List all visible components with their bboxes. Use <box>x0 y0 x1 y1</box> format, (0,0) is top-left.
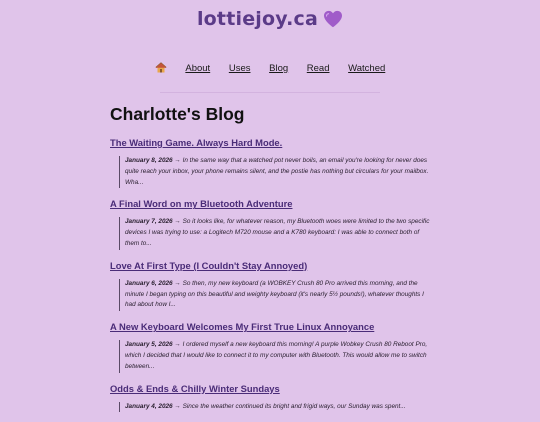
blog-main <box>110 104 430 422</box>
post-title-link[interactable]: A New Keyboard Welcomes My First True Linux Annoyance <box>110 321 375 333</box>
post-title-link[interactable]: Love At First Type (I Couldn't Stay Annoyed) <box>110 259 308 271</box>
arrow-icon: → <box>174 279 181 287</box>
post-date: January 6, 2026 <box>125 279 173 287</box>
post-excerpt-text: Since the weather continued its bright and frigid ways, our Sunday was spent... <box>182 402 406 410</box>
post-excerpt <box>119 340 431 372</box>
house-icon <box>155 62 167 76</box>
post-excerpt-text: So it looks like, for whatever reason, my Bluetooth woes were limited to the two specific devices I was trying to use: a Logitech M720 mouse and a K780 keyboard: I was able to connect both of them to... <box>125 218 430 247</box>
arrow-icon: → <box>174 157 181 164</box>
site-header <box>0 8 540 33</box>
page-title: Charlotte's Blog <box>110 104 245 124</box>
nav-blog[interactable]: Blog <box>269 63 289 74</box>
arrow-icon: → <box>174 341 181 349</box>
nav-divider <box>160 92 380 93</box>
post-date: January 8, 2026 <box>125 157 173 164</box>
post-excerpt-text: So then, my new keyboard (a WOBKEY Crush 80 Pro arrived this morning, and the minute I began typing on this beautiful and weighty keyboard (it's nearly 5½ pounds!), whatever thoughts I had about how I... <box>125 279 424 309</box>
post-title-link[interactable]: A Final Word on my Bluetooth Adventure <box>110 198 293 210</box>
main-nav <box>0 62 540 76</box>
post-item <box>110 198 430 249</box>
arrow-icon: → <box>174 218 181 226</box>
post-excerpt <box>119 217 431 249</box>
arrow-icon: → <box>174 402 181 410</box>
post-item <box>110 137 430 188</box>
post-title-link[interactable]: Odds & Ends & Chilly Winter Sundays <box>110 382 280 394</box>
post-item <box>110 260 430 311</box>
post-excerpt <box>119 402 431 413</box>
post-excerpt-text: In the same way that a watched pot never boils, an email you're looking for never does quite reach your inbox, your phone remains silent, and the postie has nothing but circulars for your mailbox. Wha... <box>125 157 429 186</box>
nav-about[interactable]: About <box>185 63 211 74</box>
post-date: January 5, 2026 <box>125 341 173 349</box>
nav-home[interactable] <box>155 63 167 74</box>
post-item <box>110 321 430 372</box>
purple-heart-icon <box>323 10 343 33</box>
nav-read[interactable]: Read <box>306 63 330 74</box>
post-item <box>110 383 430 413</box>
site-title-link[interactable]: lottiejoy.ca <box>196 8 319 30</box>
post-title-link[interactable]: The Waiting Game. Always Hard Mode. <box>110 137 283 148</box>
post-excerpt <box>119 156 431 188</box>
post-date: January 4, 2026 <box>125 402 173 410</box>
post-excerpt-text: I ordered myself a new keyboard this morning! A purple Wobkey Crush 80 Reboot Pro, which I decided that I would like to connect it to my computer with Bluetooth. This would allow me to switch between... <box>125 341 428 370</box>
nav-uses[interactable]: Uses <box>228 63 251 74</box>
nav-watched[interactable]: Watched <box>348 63 386 74</box>
post-date: January 7, 2026 <box>125 218 173 226</box>
post-excerpt <box>119 279 431 311</box>
